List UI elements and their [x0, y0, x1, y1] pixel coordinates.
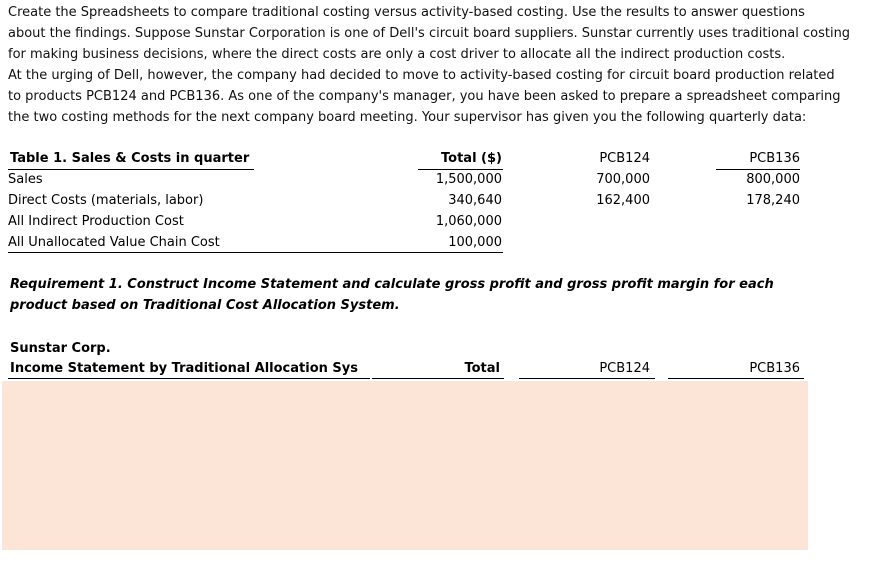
instructions-line: to products PCB124 and PCB136. As one of the company's manager, you have been asked to prepare a spreadsheet comparing	[8, 89, 841, 104]
instructions-text	[8, 2, 888, 128]
table1-cell-pcb124[interactable]: 700,000	[596, 172, 650, 187]
requirement-text: Requirement 1. Construct Income Statement and calculate gross profit and gross profit margin for each	[10, 277, 774, 292]
table1-header-underline	[418, 169, 503, 170]
table1-row-label[interactable]: Direct Costs (materials, labor)	[8, 193, 204, 208]
statement-header-pcb136: PCB136	[749, 361, 800, 376]
table1-row-label[interactable]: Sales	[8, 172, 43, 187]
table1-cell-total[interactable]: 100,000	[448, 235, 502, 250]
table1-row-label[interactable]: All Indirect Production Cost	[8, 214, 184, 229]
table1-row-label[interactable]: All Unallocated Value Chain Cost	[8, 235, 220, 250]
table1-header-underline	[716, 169, 800, 170]
table1-cell-total[interactable]: 1,060,000	[435, 214, 502, 229]
table1-header-total: Total ($)	[441, 151, 502, 166]
table1-header-pcb124: PCB124	[599, 151, 650, 166]
instructions-line: Create the Spreadsheets to compare traditional costing versus activity-based costing. Use the results to answer questions	[8, 5, 805, 20]
instructions-line: the two costing methods for the next company board meeting. Your supervisor has given you the following quarterly data:	[8, 110, 807, 125]
table1-title: Table 1. Sales & Costs in quarter	[10, 151, 250, 166]
table1-bottom-border	[8, 252, 503, 253]
table1-cell-total[interactable]: 340,640	[448, 193, 502, 208]
income-statement-title: Income Statement by Traditional Allocation Sys	[10, 361, 358, 376]
statement-header-underline	[8, 378, 370, 379]
table1-cell-pcb124[interactable]: 162,400	[596, 193, 650, 208]
table1-cell-total[interactable]: 1,500,000	[435, 172, 502, 187]
instructions-line: about the findings. Suppose Sunstar Corporation is one of Dell's circuit board suppliers. Sunstar currently uses traditional costing	[8, 26, 851, 41]
requirement-text: product based on Traditional Cost Allocation System.	[10, 298, 400, 313]
instructions-line: At the urging of Dell, however, the company had decided to move to activity-based costing for circuit board production related	[8, 68, 835, 83]
statement-header-underline	[668, 378, 804, 379]
statement-header-underline	[519, 378, 655, 379]
statement-header-pcb124: PCB124	[599, 361, 650, 376]
statement-header-total: Total	[464, 361, 500, 376]
table1-header-underline	[8, 169, 254, 170]
instructions-line: for making business decisions, where the direct costs are only a cost driver to allocate all the indirect production costs.	[8, 47, 786, 62]
statement-header-underline	[372, 378, 504, 379]
income-statement-input-area[interactable]	[2, 381, 808, 550]
table1-cell-pcb136[interactable]: 800,000	[746, 172, 800, 187]
table1-cell-pcb136[interactable]: 178,240	[746, 193, 800, 208]
company-name: Sunstar Corp.	[10, 341, 111, 356]
table1-header-pcb136: PCB136	[749, 151, 800, 166]
